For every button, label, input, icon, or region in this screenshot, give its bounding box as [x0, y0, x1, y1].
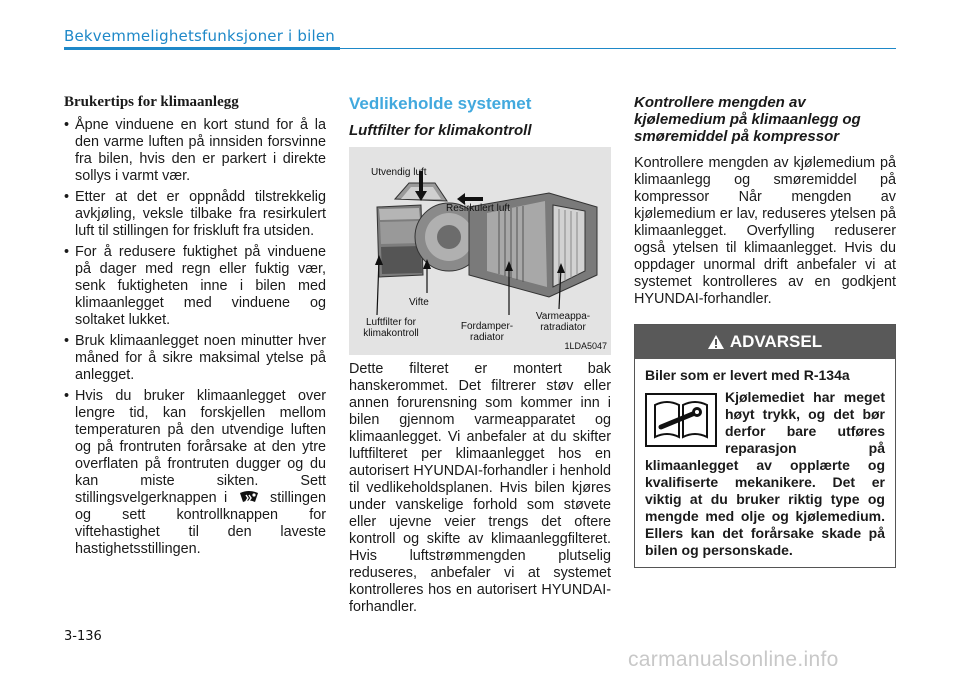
sub-title: Luftfilter for klimakontroll	[349, 122, 532, 139]
label-heater: Varmeappa-ratradiator	[535, 311, 591, 333]
watermark: carmanualsonline.info	[628, 648, 839, 671]
hvac-diagram	[349, 147, 611, 355]
label-filter: Luftfilter for klimakontroll	[363, 317, 419, 339]
label-outside-air: Utvendig luft	[371, 167, 427, 178]
tips-list	[64, 117, 326, 558]
warning-subheading: Biler som er levert med R-134a	[645, 367, 850, 383]
list-item: • For å redusere fuktighet på vinduene på dager med regn eller fuktig vær, senk fuktigheten inne i bilen med klimaanlegget med vinduene og soltaket lukket.	[64, 244, 326, 329]
column-right	[634, 94, 896, 568]
refrigerant-text: Kontrollere mengden av kjølemedium på klimaanlegg og smøremiddel på kompressor Når mengden av kjølemedium er lav, reduseres ytelsen på klimaanlegget. Overfylling reduserer også ytelsen til klimaanlegget. Hvis du oppdager unormal drift anbefaler vi at systemet kontrolleres av en godkjent HYUNDAI-forhandler.	[634, 155, 896, 307]
warning-body	[635, 359, 895, 567]
label-recirc-air: Resirkulert luft	[446, 203, 510, 214]
label-evaporator: Fordamper-radiator	[460, 321, 514, 343]
list-item: • Etter at det er oppnådd tilstrekkelig avkjøling, veksle tilbake fra resirkulert luft til stillingen for friskluft fra utsiden.	[64, 189, 326, 240]
warning-triangle-icon	[708, 335, 724, 349]
section-title: Vedlikeholde systemet	[349, 94, 532, 113]
refrigerant-heading: Kontrollere mengden av kjølemedium på klimaanlegg og smøremiddel på kompressor	[634, 94, 861, 145]
header-title: Bekvemmelighetsfunksjoner i bilen	[64, 27, 335, 45]
page-number: 3-136	[64, 629, 102, 644]
column-left	[64, 94, 326, 562]
column-middle	[349, 94, 611, 616]
tips-heading: Brukertips for klimaanlegg	[64, 94, 239, 110]
label-fan: Vifte	[409, 297, 429, 308]
windshield-defrost-icon	[238, 490, 260, 504]
warning-header	[635, 325, 895, 359]
header-rule-thin	[340, 48, 896, 49]
figure-code: 1LDA5047	[564, 341, 607, 351]
list-item	[64, 388, 326, 558]
list-item-text-start: Hvis du bruker klimaanlegget over lengre tid, kan forskjellen mellom temperaturen på den utvendige luften og på frontruten forårsake at den ytre overflaten på frontruten dugger og du kan miste sikten. Sett stillingsvelgerknappen i	[75, 388, 326, 506]
list-item: • Åpne vinduene en kort stund for å la den varme luften på innsiden forsvinne fra bilen, hvis den er parkert i direkte sollys i varmt vær.	[64, 117, 326, 185]
warning-box	[634, 324, 896, 568]
service-manual-icon	[645, 393, 717, 447]
list-item: • Bruk klimaanlegget noen minutter hver måned for å sikre maksimal ytelse på anlegget.	[64, 333, 326, 384]
header-rule	[64, 47, 340, 50]
warning-title: ADVARSEL	[729, 332, 823, 351]
list-item-text-end: stillingen og sett kontrollknappen for viftehastighet til den laveste hastighetsstillingen.	[75, 490, 327, 557]
filter-text: Dette filteret er montert bak hanskerommet. Det filtrerer støv eller annen forurensning som kommer inn i bilen gjennom varmeapparatet og klimaanlegget. Vi anbefaler at du skifter luftfilteret per klimaanlegget hos en autorisert HYUNDAI-forhandler i henhold til vedlikeholdsplanen. Hvis bilen kjøres under vanskelige forhold som støvete eller ujevne veier trengs det oftere kontroll og skifte av klimaanleggfilteret. Hvis luftstrømmengden plutselig reduseres, anbefaler vi at systemet kontrolleres hos en autorisert HYUNDAI-forhandler.	[349, 361, 611, 615]
warning-text: Kjølemediet har meget høyt trykk, og det bør derfor bare utføres reparasjon på klimaanlegget av opplærte og kvalifiserte mekanikere. Det er viktig at du bruker riktig type og mengde med olje og kjølemedium. Ellers kan det forårsake skade på bilen og personskade.	[645, 389, 885, 558]
